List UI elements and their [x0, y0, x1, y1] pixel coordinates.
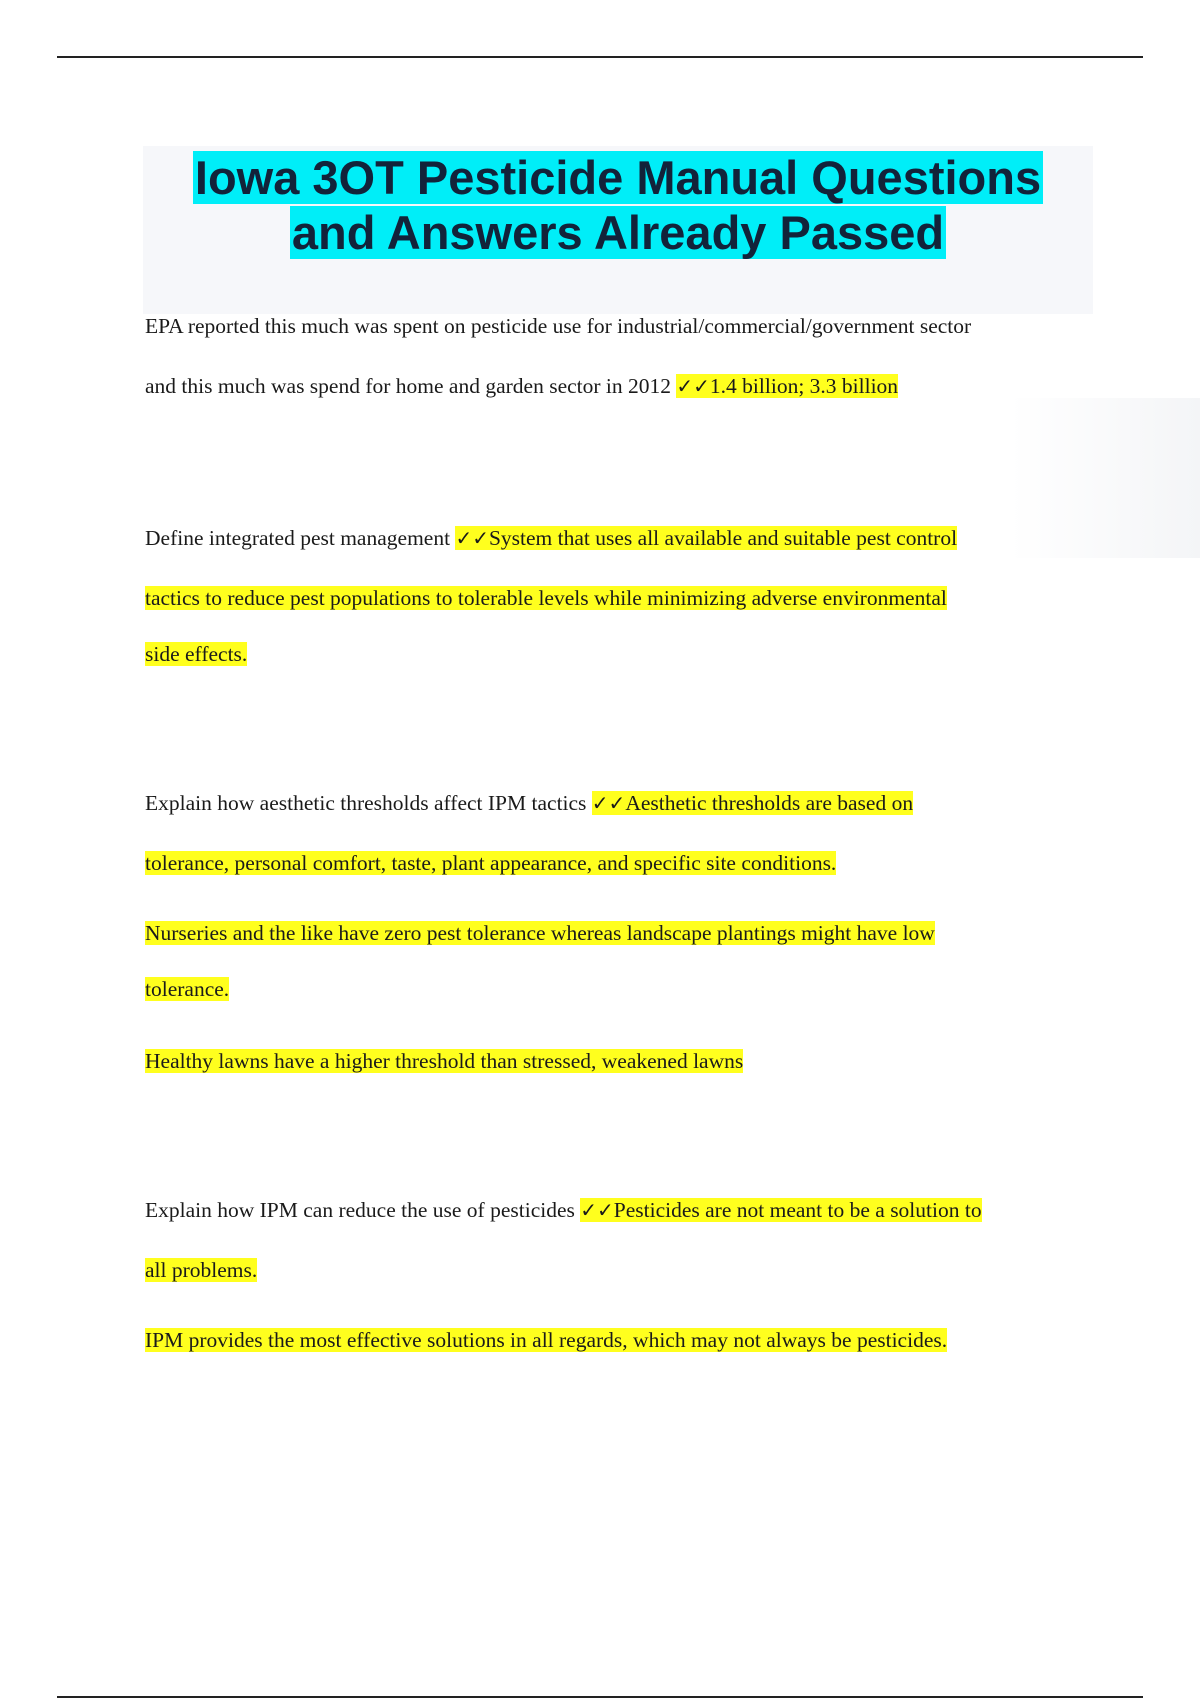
answer-line — [145, 959, 1095, 1019]
qa-item-2 — [145, 508, 1095, 684]
answer-highlight — [580, 1198, 981, 1222]
double-check-icon: ✓✓ — [676, 374, 710, 398]
question-text: EPA reported this much was spent on pesticide use for industrial/commercial/government sector — [145, 314, 972, 338]
header-rule — [57, 56, 1143, 58]
answer-text: IPM provides the most effective solutions in all regards, which may not always be pesticides. — [145, 1328, 948, 1352]
double-check-icon: ✓✓ — [455, 526, 489, 550]
qa-item-3 — [145, 773, 1095, 1091]
answer-text: side effects. — [145, 642, 248, 666]
answer-text: Healthy lawns have a higher threshold than stressed, weakened lawns — [145, 1049, 744, 1073]
title-line-1: Iowa 3OT Pesticide Manual Questions — [194, 151, 1042, 204]
double-check-icon: ✓✓ — [591, 791, 626, 815]
answer-text: 1.4 billion; 3.3 billion — [709, 374, 899, 398]
qa-item-1 — [145, 296, 1095, 416]
answer-highlight — [676, 374, 898, 398]
question-text: Define integrated pest management — [145, 526, 456, 550]
qa-item-4 — [145, 1180, 1095, 1370]
answer-line — [145, 903, 1095, 963]
answer-line — [145, 1031, 1095, 1091]
question-line — [145, 773, 1095, 833]
question-text: Explain how aesthetic thresholds affect IPM tactics — [145, 791, 592, 815]
question-line — [145, 356, 1095, 416]
document-title — [143, 146, 1093, 314]
answer-line — [145, 833, 1095, 893]
answer-line — [145, 1310, 1095, 1370]
answer-text: tactics to reduce pest populations to tolerable levels while minimizing adverse environmental — [145, 586, 947, 610]
question-text: and this much was spend for home and garden sector in 2012 — [145, 374, 677, 398]
answer-text: all problems. — [145, 1258, 258, 1282]
answer-text: Pesticides are not meant to be a solution to — [613, 1198, 982, 1222]
answer-text: Nurseries and the like have zero pest tolerance whereas landscape plantings might have low — [145, 921, 935, 945]
question-line — [145, 1180, 1095, 1240]
answer-line — [145, 568, 1095, 628]
question-text: Explain how IPM can reduce the use of pesticides — [145, 1198, 581, 1222]
title-line-2: and Answers Already Passed — [291, 206, 945, 259]
answer-text: System that uses all available and suitable pest control — [488, 526, 958, 550]
answer-line — [145, 624, 1095, 684]
answer-line — [145, 1240, 1095, 1300]
question-line — [145, 508, 1095, 568]
answer-text: tolerance. — [145, 977, 230, 1001]
double-check-icon: ✓✓ — [580, 1198, 614, 1222]
answer-highlight — [455, 526, 957, 550]
answer-text: Aesthetic thresholds are based on — [625, 791, 914, 815]
answer-text: tolerance, personal comfort, taste, plant appearance, and specific site conditions. — [145, 851, 837, 875]
answer-highlight — [592, 791, 913, 815]
footer-rule — [57, 1696, 1143, 1698]
